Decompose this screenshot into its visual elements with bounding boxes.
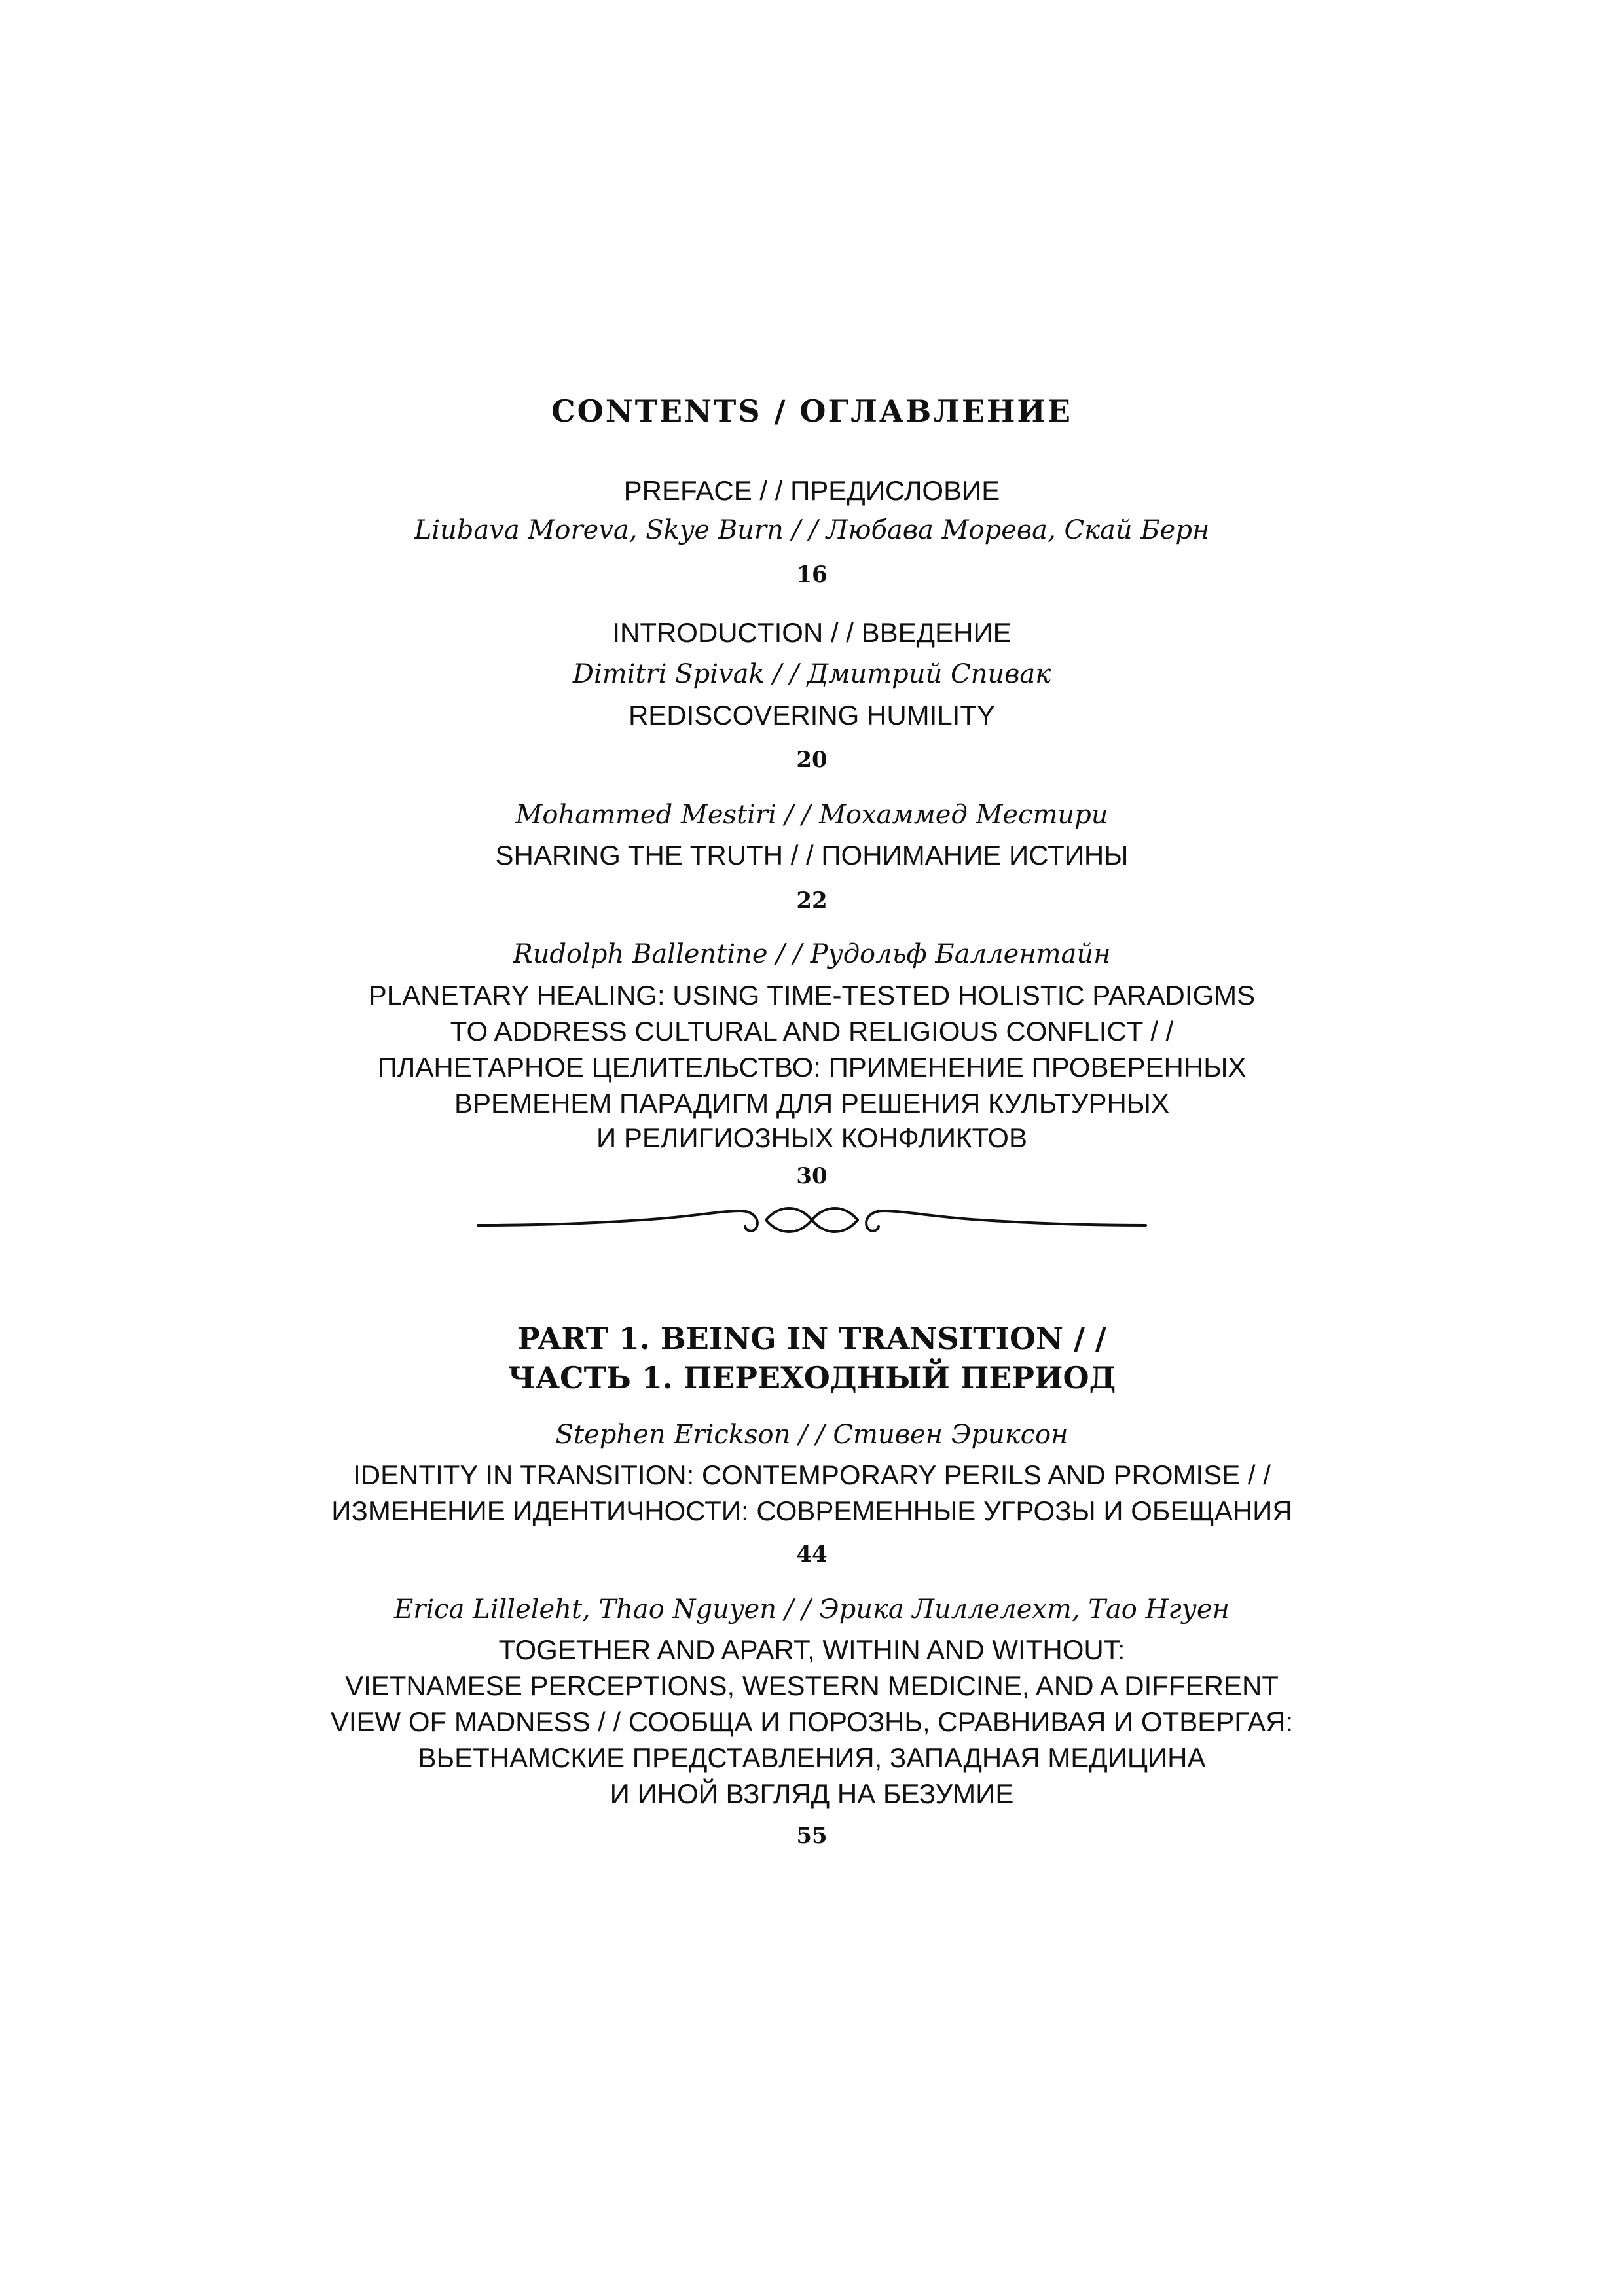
entry-mestiri-title: SHARING THE TRUTH / / ПОНИМАНИЕ ИСТИНЫ bbox=[495, 840, 1129, 870]
entry-introduction-section: INTRODUCTION / / ВВЕДЕНИЕ bbox=[612, 617, 1012, 648]
contents-heading: CONTENTS / ОГЛАВЛЕНИЕ bbox=[551, 393, 1072, 429]
entry-ballentine-title-line: И РЕЛИГИОЗНЫХ КОНФЛИКТОВ bbox=[596, 1122, 1027, 1153]
entry-erickson-author: Stephen Erickson / / Стивен Эриксон bbox=[555, 1420, 1068, 1450]
entry-ballentine-title-line: PLANETARY HEALING: USING TIME-TESTED HOLISTIC PARADIGMS bbox=[368, 980, 1256, 1011]
entry-mestiri-author: Mohammed Mestiri / / Мохаммед Местири bbox=[515, 800, 1108, 830]
entry-lilleleht-page-number: 55 bbox=[796, 1823, 828, 1849]
entry-mestiri-page-number: 22 bbox=[796, 888, 828, 914]
part-1-heading: ЧАСТЬ 1. ПЕРЕХОДНЫЙ ПЕРИОД bbox=[507, 1360, 1116, 1395]
entry-lilleleht-title-line: VIEW OF MADNESS / / СООБЩА И ПОРОЗНЬ, СРАВНИВАЯ И ОТВЕРГАЯ: bbox=[330, 1706, 1294, 1737]
entry-introduction-author: Dimitri Spivak / / Дмитрий Спивак bbox=[572, 659, 1051, 689]
entry-lilleleht-title-line: ВЬЕТНАМСКИЕ ПРЕДСТАВЛЕНИЯ, ЗАПАДНАЯ МЕДИЦИНА bbox=[418, 1742, 1206, 1773]
entry-preface-author: Liubava Moreva, Skye Burn / / Любава Морева, Скай Берн bbox=[414, 515, 1210, 545]
entry-ballentine-author: Rudolph Ballentine / / Рудольф Баллентайн bbox=[513, 939, 1111, 969]
entry-lilleleht-title-line: И ИНОЙ ВЗГЛЯД НА БЕЗУМИЕ bbox=[610, 1778, 1014, 1809]
entry-lilleleht-title-line: TOGETHER AND APART, WITHIN AND WITHOUT: bbox=[498, 1634, 1125, 1665]
entry-ballentine-page-number: 30 bbox=[796, 1163, 828, 1189]
part-1-heading: PART 1. BEING IN TRANSITION / / bbox=[517, 1321, 1106, 1356]
entry-introduction-page-number: 20 bbox=[796, 747, 828, 773]
entry-ballentine-title-line: ПЛАНЕТАРНОЕ ЦЕЛИТЕЛЬСТВО: ПРИМЕНЕНИЕ ПРОВЕРЕННЫХ bbox=[377, 1052, 1247, 1083]
entry-lilleleht-title-line: VIETNAMESE PERCEPTIONS, WESTERN MEDICINE, AND A DIFFERENT bbox=[345, 1670, 1279, 1701]
entry-ballentine-title-line: ВРЕМЕНЕМ ПАРАДИГМ ДЛЯ РЕШЕНИЯ КУЛЬТУРНЫХ bbox=[454, 1088, 1169, 1119]
entry-erickson-title-line: ИЗМЕНЕНИЕ ИДЕНТИЧНОСТИ: СОВРЕМЕННЫЕ УГРОЗЫ И ОБЕЩАНИЯ bbox=[331, 1496, 1292, 1526]
entry-erickson-page-number: 44 bbox=[796, 1541, 828, 1568]
ornamental-divider-icon bbox=[471, 1191, 1152, 1244]
entry-erickson-title-line: IDENTITY IN TRANSITION: CONTEMPORARY PERILS AND PROMISE / / bbox=[353, 1460, 1271, 1490]
entry-introduction-title: REDISCOVERING HUMILITY bbox=[628, 700, 996, 730]
entry-preface-section: PREFACE / / ПРЕДИСЛОВИЕ bbox=[623, 475, 1000, 506]
entry-lilleleht-author: Erica Lilleleht, Thao Nguyen / / Эрика Лиллелехт, Тао Нгуен bbox=[394, 1594, 1230, 1624]
entry-ballentine-title-line: TO ADDRESS CULTURAL AND RELIGIOUS CONFLICT / / bbox=[450, 1016, 1174, 1047]
entry-preface-page-number: 16 bbox=[796, 562, 828, 588]
